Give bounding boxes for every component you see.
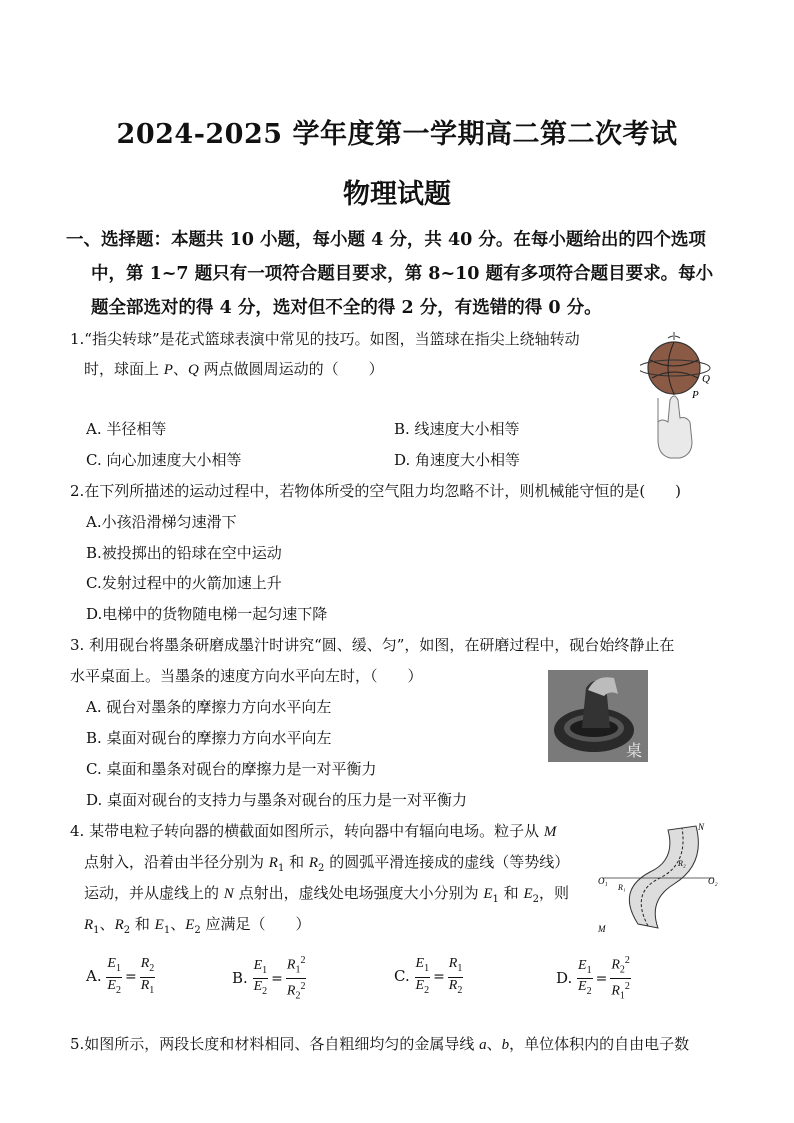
q3-option-d: D. 桌面对砚台的支持力与墨条对砚台的压力是一对平衡力 <box>86 791 468 809</box>
q2-option-a: A.小孩沿滑梯匀速滑下 <box>86 513 237 531</box>
q1-figure-basketball <box>640 330 720 468</box>
q4-fig-o1: O₁ <box>598 876 608 886</box>
q4-figure-deflector <box>596 820 724 936</box>
q4-stem-line-1: 4. 某带电粒子转向器的横截面如图所示，转向器中有辐向电场。粒子从 M <box>70 822 557 840</box>
q4-fig-r1: R₁ <box>618 883 626 892</box>
q4-fig-m: M <box>598 924 606 934</box>
section-1-line-2: 中，第 1~7 题只有一项符合题目要求，第 8~10 题有多项符合题目要求。每小 <box>91 264 714 284</box>
exam-title: 2024-2025 学年度第一学期高二第二次考试 <box>116 119 678 150</box>
q3-option-a: A. 砚台对墨条的摩擦力方向水平向左 <box>86 698 332 716</box>
q4-fig-r2: R₂ <box>678 859 686 868</box>
q4-option-c: C. $\frac{E_1}{E_2}$ = $\frac{R_1}{R_2}$ <box>394 955 463 996</box>
q3-stem-line-1: 3. 利用砚台将墨条研磨成墨汁时讲究“圆、缓、匀”，如图，在研磨过程中，砚台始终静止在 <box>70 636 675 654</box>
q1-fig-label-q: Q <box>702 373 710 385</box>
q1-stem-line-2: 时，球面上 P、Q 两点做圆周运动的（ ） <box>84 360 384 378</box>
q3-fig-label: 桌 <box>626 741 643 760</box>
q4-option-d: D. $\frac{E_1}{E_2}$ = $\frac{R_2^2}{R_1^2}$ <box>556 955 630 1002</box>
q4-fig-o2: O₂ <box>708 876 718 886</box>
q1-option-c: C. 向心加速度大小相等 <box>86 451 242 469</box>
q1-stem-line-1: 1.“指尖转球”是花式篮球表演中常见的技巧。如图，当篮球在指尖上绕轴转动 <box>70 330 580 348</box>
section-1-line-3: 题全部选对的得 4 分，选对但不全的得 2 分，有选错的得 0 分。 <box>91 298 602 318</box>
q1-option-b: B. 线速度大小相等 <box>394 420 520 438</box>
q4-option-b: B. $\frac{E_1}{E_2}$ = $\frac{R_1^2}{R_2^2}$ <box>232 955 306 1002</box>
q1-option-a: A. 半径相等 <box>86 420 167 438</box>
q2-option-b: B.被投掷出的铅球在空中运动 <box>86 544 282 562</box>
q2-stem: 2.在下列所描述的运动过程中，若物体所受的空气阻力均忽略不计，则机械能守恒的是( ) <box>70 482 682 500</box>
q4-stem-line-4: $R_1$、$R_2$ 和 $E_1$、$E_2$ 应满足（ ） <box>84 915 311 936</box>
q4-fig-n: N <box>698 822 705 832</box>
q1-fig-label-p: P <box>692 389 699 401</box>
exam-subtitle: 物理试题 <box>343 179 451 210</box>
q3-stem-line-2: 水平桌面上。当墨条的速度方向水平向左时，（ ） <box>70 667 423 685</box>
q4-option-a: A. $\frac{E_1}{E_2}$ = $\frac{R_2}{R_1}$ <box>86 955 155 996</box>
q2-option-d: D.电梯中的货物随电梯一起匀速下降 <box>86 605 328 623</box>
q1-option-d: D. 角速度大小相等 <box>394 451 521 469</box>
q4-stem-line-2: 点射入，沿着由半径分别为 $R_1$ 和 $R_2$ 的圆弧平滑连接成的虚线（等势线） <box>84 853 570 874</box>
q2-option-c: C.发射过程中的火箭加速上升 <box>86 574 282 592</box>
q3-option-c: C. 桌面和墨条对砚台的摩擦力是一对平衡力 <box>86 760 377 778</box>
section-1-line-1: 一、选择题：本题共 10 小题，每小题 4 分，共 40 分。在每小题给出的四个选项 <box>66 230 706 250</box>
q5-stem-line-1: 5.如图所示，两段长度和材料相同、各自粗细均匀的金属导线 a、b，单位体积内的自由电子数 <box>70 1035 690 1053</box>
q4-stem-line-3: 运动，并从虚线上的 N 点射出，虚线处电场强度大小分别为 $E_1$ 和 $E_2$，则 <box>84 884 569 905</box>
q3-option-b: B. 桌面对砚台的摩擦力方向水平向左 <box>86 729 332 747</box>
q3-figure-inkstone <box>548 670 648 762</box>
